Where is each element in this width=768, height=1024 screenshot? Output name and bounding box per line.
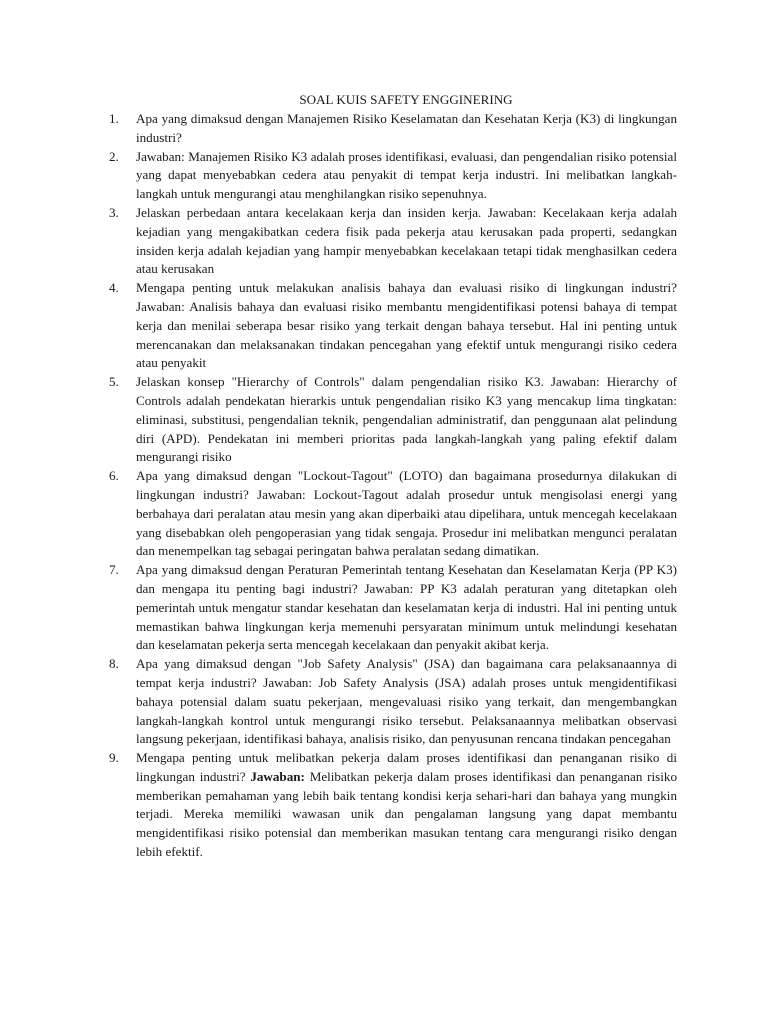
- list-item: [106, 655, 677, 749]
- item-number: 2.: [109, 148, 119, 164]
- list-item: [106, 148, 677, 204]
- item-number: 9.: [109, 750, 119, 766]
- item-number: 8.: [109, 656, 119, 672]
- question-list: [106, 110, 677, 862]
- item-text: [136, 750, 677, 859]
- item-number: 4.: [109, 280, 119, 296]
- item-text: Apa yang dimaksud dengan Peraturan Pemerintah tentang Kesehatan dan Keselamatan Kerja (PP K3) dan mengapa itu penting bagi industri? Jawaban: PP K3 adalah peraturan yang ditetapkan oleh pemerintah untuk mengatur standar kesehatan dan keselamatan kerja di industri. Hal ini penting untuk memastikan bahwa lingkungan kerja memenuhi persyaratan minimum untuk melindungi kesehatan dan keselamatan pekerja serta mencegah kecelakaan dan penyakit akibat kerja.: [136, 562, 677, 653]
- list-item: [106, 467, 677, 561]
- answer-label: Jawaban:: [250, 768, 305, 784]
- list-item: [106, 279, 677, 373]
- item-number: 5.: [109, 374, 119, 390]
- list-item: [106, 110, 677, 148]
- list-item: [106, 204, 677, 279]
- item-text: Mengapa penting untuk melakukan analisis bahaya dan evaluasi risiko di lingkungan industri? Jawaban: Analisis bahaya dan evaluasi risiko membantu mengidentifikasi potensi bahaya di tempat kerja dan menilai seberapa besar risiko yang terkait dengan bahaya tersebut. Hal ini penting untuk merencanakan dan melaksanakan tindakan pencegahan yang efektif untuk mengurangi risiko cedera atau penyakit: [136, 280, 677, 371]
- item-text: Apa yang dimaksud dengan Manajemen Risiko Keselamatan dan Kesehatan Kerja (K3) di lingkungan industri?: [136, 111, 677, 145]
- list-item: [106, 561, 677, 655]
- item-text: Jawaban: Manajemen Risiko K3 adalah proses identifikasi, evaluasi, dan pengendalian risiko potensial yang dapat menyebabkan cedera atau penyakit di tempat kerja industri. Ini melibatkan langkah-langkah untuk mengurangi atau menghilangkan risiko sepenuhnya.: [136, 148, 677, 202]
- item-number: 3.: [109, 204, 119, 220]
- item-text: Apa yang dimaksud dengan "Job Safety Analysis" (JSA) dan bagaimana cara pelaksanaannya di tempat kerja industri? Jawaban: Job Safety Analysis (JSA) adalah proses untuk mengidentifikasi bahaya potensial dalam suatu pekerjaan, mengevaluasi risiko yang terkait, dan mengembangkan langkah-langkah kontrol untuk mengurangi risiko tersebut. Pelaksanaannya melibatkan observasi langsung pekerjaan, identifikasi bahaya, analisis risiko, dan penyusunan rencana tindakan pencegahan: [136, 656, 677, 747]
- list-item: [106, 373, 677, 467]
- list-item: [106, 749, 677, 862]
- item-number: 7.: [109, 562, 119, 578]
- item-text: Apa yang dimaksud dengan "Lockout-Tagout" (LOTO) dan bagaimana prosedurnya dilakukan di lingkungan industri? Jawaban: Lockout-Tagout adalah prosedur untuk mengisolasi energi yang berbahaya dari peralatan atau mesin yang akan diperbaiki atau dipelihara, untuk mencegah kecelakaan yang disebabkan oleh pengoperasian yang tidak sengaja. Prosedur ini melibatkan mengunci peralatan dan menempelkan tag sebagai peringatan bahwa peralatan sedang dimatikan.: [136, 468, 677, 559]
- answer-text: Melibatkan pekerja dalam proses identifikasi dan penanganan risiko memberikan pemahaman yang lebih baik tentang kondisi kerja sehari-hari dan bahaya yang mungkin terjadi. Mereka memiliki wawasan unik dan pengalaman langsung yang dapat membantu mengidentifikasi risiko potensial dan memberikan masukan tentang cara mengurangi risiko dengan lebih efektif.: [136, 768, 677, 860]
- item-text: Jelaskan perbedaan antara kecelakaan kerja dan insiden kerja. Jawaban: Kecelakaan kerja adalah kejadian yang mengakibatkan cedera fisik pada pekerja atau kerusakan pada properti, sedangkan insiden kerja adalah kejadian yang hampir menyebabkan kecelakaan tetapi tidak menghasilkan cedera atau kerusakan: [136, 204, 677, 277]
- item-text: Jelaskan konsep "Hierarchy of Controls" dalam pengendalian risiko K3. Jawaban: Hierarchy of Controls adalah pendekatan hierarkis untuk pengendalian risiko K3 yang mencakup lima tingkatan: eliminasi, substitusi, pengendalian teknik, pengendalian administratif, dan penggunaan alat pelindung diri (APD). Pendekatan ini memberi prioritas pada langkah-langkah yang paling efektif dalam mengurangi risiko: [136, 374, 677, 465]
- item-number: 6.: [109, 468, 119, 484]
- question-text: Mengapa penting untuk melibatkan pekerja dalam proses identifikasi dan penanganan risiko di lingkungan industri?: [136, 750, 677, 784]
- item-number: 1.: [109, 111, 119, 126]
- document-title: SOAL KUIS SAFETY ENGGINERING: [299, 92, 513, 107]
